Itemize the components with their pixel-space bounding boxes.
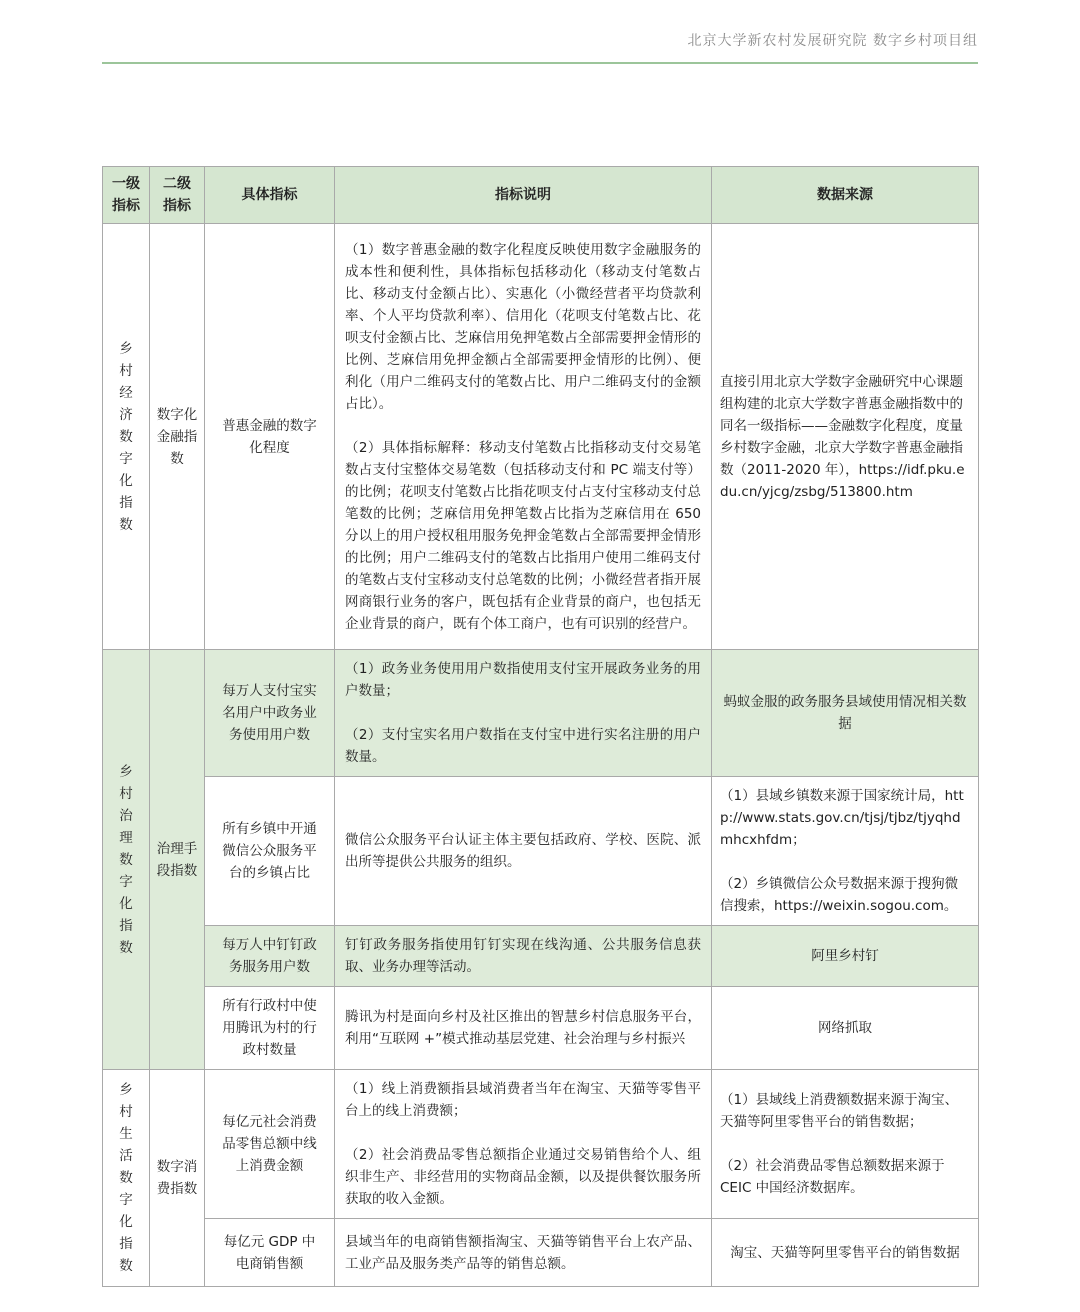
description-paragraph: （2）社会消费品零售总额指企业通过交易销售给个人、组织非生产、非经营用的实物商品金额，以及提供餐饮服务所获取的收入金额。 (345, 1147, 701, 1207)
indicator-table (102, 166, 979, 1287)
table-row (103, 926, 979, 987)
description-paragraph: （1）线上消费额指县域消费者当年在淘宝、天猫等零售平台上的线上消费额； (345, 1081, 701, 1119)
table-row (103, 650, 979, 777)
indicator-cell: 每亿元 GDP 中电商销售额 (205, 1219, 335, 1287)
indicator-cell: 所有乡镇中开通微信公众服务平台的乡镇占比 (205, 777, 335, 926)
description-paragraph: 腾讯为村是面向乡村及社区推出的智慧乡村信息服务平台，利用“互联网 +”模式推动基层党建、社会治理与乡村振兴 (345, 1009, 701, 1047)
source-paragraph: 直接引用北京大学数字金融研究中心课题组构建的北京大学数字普惠金融指数中的同名一级指标——金融数字化程度，度量乡村数字金融，北京大学数字普惠金融指数（2011-2020 年），https://idf.pku.edu.cn/yjcg/zsbg/513800.htm (720, 373, 965, 500)
header-org-title: 北京大学新农村发展研究院 数字乡村项目组 (687, 33, 978, 49)
source-paragraph: （2）乡镇微信公众号数据来源于搜狗微信搜索，https://weixin.sogou.com。 (720, 876, 959, 914)
header-level2: 二级 指标 (150, 167, 205, 224)
table-row (103, 224, 979, 650)
level2-cell: 数字化金融指数 (150, 224, 205, 650)
description-cell (335, 926, 712, 987)
description-paragraph: 县域当年的电商销售额指淘宝、天猫等销售平台上农产品、工业产品及服务类产品等的销售总额。 (345, 1233, 701, 1272)
description-paragraph: 微信公众服务平台认证主体主要包括政府、学校、医院、派出所等提供公共服务的组织。 (345, 832, 701, 870)
table-row (103, 987, 979, 1070)
indicator-cell: 每万人中钉钉政务服务用户数 (205, 926, 335, 987)
header-divider (102, 62, 978, 64)
source-cell (712, 777, 979, 926)
table-row (103, 1070, 979, 1219)
source-cell (712, 650, 979, 777)
level1-cell: 乡村治理数字化指数 (103, 650, 150, 1070)
header-indicator: 具体指标 (205, 167, 335, 224)
description-cell (335, 1219, 712, 1287)
indicator-cell: 所有行政村中使用腾讯为村的行政村数量 (205, 987, 335, 1070)
table-row (103, 1219, 979, 1287)
source-cell (712, 926, 979, 987)
source-paragraph: （2）社会消费品零售总额数据来源于CEIC 中国经济数据库。 (720, 1158, 945, 1196)
description-paragraph: （2）具体指标解释：移动支付笔数占比指移动支付交易笔数占支付宝整体交易笔数（包括移动支付和 PC 端支付等）的比例；花呗支付笔数占比指花呗支付占支付宝移动支付总笔数的比例；芝麻信用免押笔数占比指为芝麻信用在 650 分以上的用户授权租用服务免押金笔数占全部需要押金情形的比例；用户二维码支付的笔数占比指用户使用二维码支付的笔数占支付宝移动支付总笔数的比例；小微经营者指开展网商银行业务的客户，既包括有企业背景的商户，也包括无企业背景的商户，既有个体工商户，也有可识别的经营户。 (345, 439, 701, 632)
indicator-cell: 每亿元社会消费品零售总额中线上消费金额 (205, 1070, 335, 1219)
level2-cell: 治理手段指数 (150, 650, 205, 1070)
description-paragraph: （1）数字普惠金融的数字化程度反映使用数字金融服务的成本性和便利性，具体指标包括移动化（移动支付笔数占比、移动支付金额占比）、实惠化（小微经营者平均贷款利率、个人平均贷款利率）、信用化（花呗支付笔数占比、花呗支付金额占比、芝麻信用免押笔数占全部需要押金情形的比例、芝麻信用免押金额占全部需要押金情形的比例）、便利化（用户二维码支付的笔数占比、用户二维码支付的金额占比）。 (345, 241, 701, 412)
indicator-cell: 每万人支付宝实名用户中政务业务使用用户数 (205, 650, 335, 777)
level1-cell: 乡村经济数字化指数 (103, 224, 150, 650)
source-paragraph: （1）县域乡镇数来源于国家统计局，http://www.stats.gov.cn/tjsj/tjbz/tjyqhdmhcxhfdm； (720, 788, 964, 848)
description-cell (335, 650, 712, 777)
source-paragraph: 网络抓取 (818, 1020, 872, 1036)
header-description: 指标说明 (335, 167, 712, 224)
source-paragraph: （1）县域线上消费额数据来源于淘宝、天猫等阿里零售平台的销售数据； (720, 1092, 959, 1130)
source-paragraph: 阿里乡村钉 (811, 948, 879, 964)
indicator-cell: 普惠金融的数字化程度 (205, 224, 335, 650)
source-cell (712, 1070, 979, 1219)
description-cell (335, 777, 712, 926)
description-cell (335, 987, 712, 1070)
source-cell (712, 987, 979, 1070)
table-row (103, 777, 979, 926)
description-cell (335, 224, 712, 650)
source-cell (712, 1219, 979, 1287)
description-paragraph: （1）政务业务使用用户数指使用支付宝开展政务业务的用户数量； (345, 661, 701, 699)
level1-cell: 乡村生活数字化指数 (103, 1070, 150, 1287)
description-cell (335, 1070, 712, 1219)
description-paragraph: （2）支付宝实名用户数指在支付宝中进行实名注册的用户数量。 (345, 727, 701, 765)
source-cell (712, 224, 979, 650)
source-paragraph: 淘宝、天猫等阿里零售平台的销售数据 (730, 1244, 960, 1261)
level2-cell: 数字消费指数 (150, 1070, 205, 1287)
header-level1: 一级 指标 (103, 167, 150, 224)
source-paragraph: 蚂蚁金服的政务服务县域使用情况相关数据 (723, 694, 967, 732)
header-source: 数据来源 (712, 167, 979, 224)
description-paragraph: 钉钉政务服务指使用钉钉实现在线沟通、公共服务信息获取、业务办理等活动。 (345, 937, 701, 975)
